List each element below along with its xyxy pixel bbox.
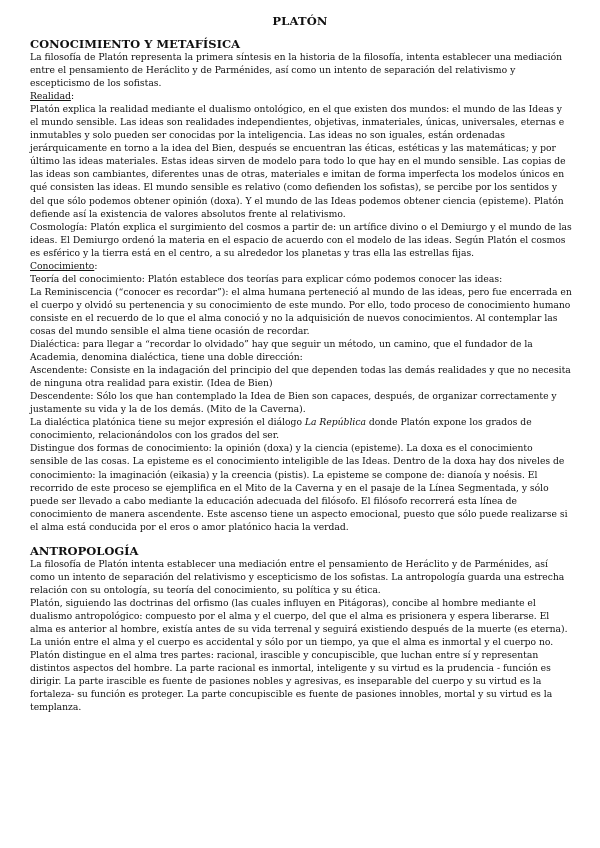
paragraph-antropologia-intro: La filosofía de Platón intenta establecer una mediación entre el pensamiento de Heráclito y de Parménides, así como un intento de separación del relativismo y escepticismo de los sofistas. La antropología guarda una estrecha relación con su ontología, su teoría del conocimiento, su política y su ética. (30, 558, 565, 596)
republica-text-after: donde Platón expone los grados de conocimiento, relacionándolos con los grados del ser. (30, 417, 532, 442)
paragraph-realidad: Platón explica la realidad mediante el dualismo ontológico, en el que existen dos mundos: el mundo de las Ideas y el mundo sensible. Las ideas son realidades independientes, objetivas, inmateriales, únicas, universales, eternas e inmutables y solo pueden ser conocidas por la inteligencia. Las ideas no son iguales, están ordenadas jerárquicamente en torno a la idea del Bien, después se encuentran las éticas, estéticas y las matemáticas; y por último las ideas materiales. Estas ideas sirven de modelo para todo lo que hay en el mundo sensible. Las copias de las ideas son cambiantes, diferentes unas de otras, materiales e imitan de forma imperfecta los modelos únicos en qué consisten las ideas. El mundo sensible es relativo (como defienden los sofistas), se percibe por los sentidos y del que sólo podemos obtener opinión (doxa). Y el mundo de las Ideas podemos obtener ciencia (episteme). Platón defiende así la existencia de valores absolutos frente al relativismo. (30, 104, 566, 220)
paragraph-cosmologia: Cosmología: Platón explica el surgimiento del cosmos a partir de: un artífice divino o el Demiurgo y el mundo de las ideas. El Demiurgo ordenó la materia en el espacio de acuerdo con el modelo de las ideas. Según Platón el cosmos es esférico y la tierra está en el centro, a su alrededor los planetas y tras ella las estrellas fijas. (30, 221, 572, 259)
paragraph-dialectica: Dialéctica: para llegar a “recordar lo olvidado” hay que seguir un método, un camino, que el fundador de la Academia, denomina dialéctica, tiene una doble dirección: (30, 339, 533, 364)
paragraph-descendente: Descendente: Sólo los que han contemplado la Idea de Bien son capaces, después, de organizar correctamente y justamente su vida y la de los demás. (Mito de la Caverna). (30, 391, 557, 416)
page-title: PLATÓN (272, 14, 328, 28)
republica-text-before: La dialéctica platónica tiene su mejor expresión el diálogo (30, 417, 305, 429)
conocimiento-label: Conocimiento (30, 260, 95, 272)
paragraph-reminiscencia: La Reminiscencia (“conocer es recordar”): el alma humana perteneció al mundo de las ideas, pero fue encerrada en el cuerpo y olvidó su pertenencia y su conocimiento de este mundo. Por ello, todo proceso de conocimiento humano consiste en el recuerdo de lo que el alma conoció y no la adquisición de nuevos conocimientos. Al contemplar las cosas del mundo sensible el alma tiene ocasión de recordar. (30, 286, 572, 337)
subheading-conocimiento: Conocimiento: (30, 260, 98, 272)
paragraph-ascendente: Ascendente: Consiste en la indagación del principio del que dependen todas las demás realidades y que no necesita de ninguna otra realidad para existir. (Idea de Bien) (30, 365, 571, 390)
realidad-label: Realidad (30, 91, 71, 103)
paragraph-intro: La filosofía de Platón representa la primera síntesis en la historia de la filosofía, intenta establecer una mediación entre el pensamiento de Heráclito y de Parménides, así como un intento de separación del relativismo y escepticismo de los sofistas. (30, 52, 563, 90)
section-gap (30, 534, 572, 544)
document-body (30, 37, 572, 714)
section-heading-metafisica: CONOCIMIENTO Y METAFÍSICA (30, 37, 241, 51)
republica-title: La República (304, 417, 366, 429)
paragraph-formas-conocimiento: Distingue dos formas de conocimiento: la opinión (doxa) y la ciencia (episteme). La doxa es el conocimiento sensible de las cosas. La episteme es el conocimiento inteligible de las Ideas. Dentro de la doxa hay dos niveles de conocimiento: la imaginación (eikasia) y la creencia (pistis). La episteme se compone de: dianoía y noésis. El recorrido de este proceso se ejemplifica en el Mito de la Caverna y en el pasaje de la Línea Segmentada, y sólo puede ser llevado a cabo mediante la educación adecuada del filósofo. El filósofo recorrerá esta línea de conocimiento de manera ascendente. Este ascenso tiene un aspecto emocional, puesto que sólo puede realizarse si el alma está conducida por el eros o amor platónico hacia la verdad. (30, 443, 568, 533)
paragraph-teoria: Teoría del conocimiento: Platón establece dos teorías para explicar cómo podemos conocer las ideas: (30, 273, 503, 285)
paragraph-antropologia-body: Platón, siguiendo las doctrinas del orfismo (las cuales influyen en Pitágoras), concibe al hombre mediante el dualismo antropológico: compuesto por el alma y el cuerpo, del que el alma es prisionera y espera liberarse. El alma es anterior al hombre, existía antes de su vida terrenal y seguirá existiendo después de la muerte (es eterna). La unión entre el alma y el cuerpo es accidental y sólo por un tiempo, ya que el alma es inmortal y el cuerpo no. Platón distingue en el alma tres partes: racional, irascible y concupiscible, que luchan entre sí y representan distintos aspectos del hombre. La parte racional es inmortal, inteligente y su virtud es la prudencia - función es dirigir. La parte irascible es fuente de pasiones nobles y agresivas, es inseparable del cuerpo y su virtud es la fortaleza- su función es proteger. La parte concupiscible es fuente de pasiones innobles, mortal y su virtud es la templanza. (30, 597, 568, 714)
section-heading-antropologia: ANTROPOLOGÍA (30, 543, 139, 558)
subheading-realidad: Realidad: (30, 91, 75, 103)
paragraph-republica (30, 416, 572, 442)
